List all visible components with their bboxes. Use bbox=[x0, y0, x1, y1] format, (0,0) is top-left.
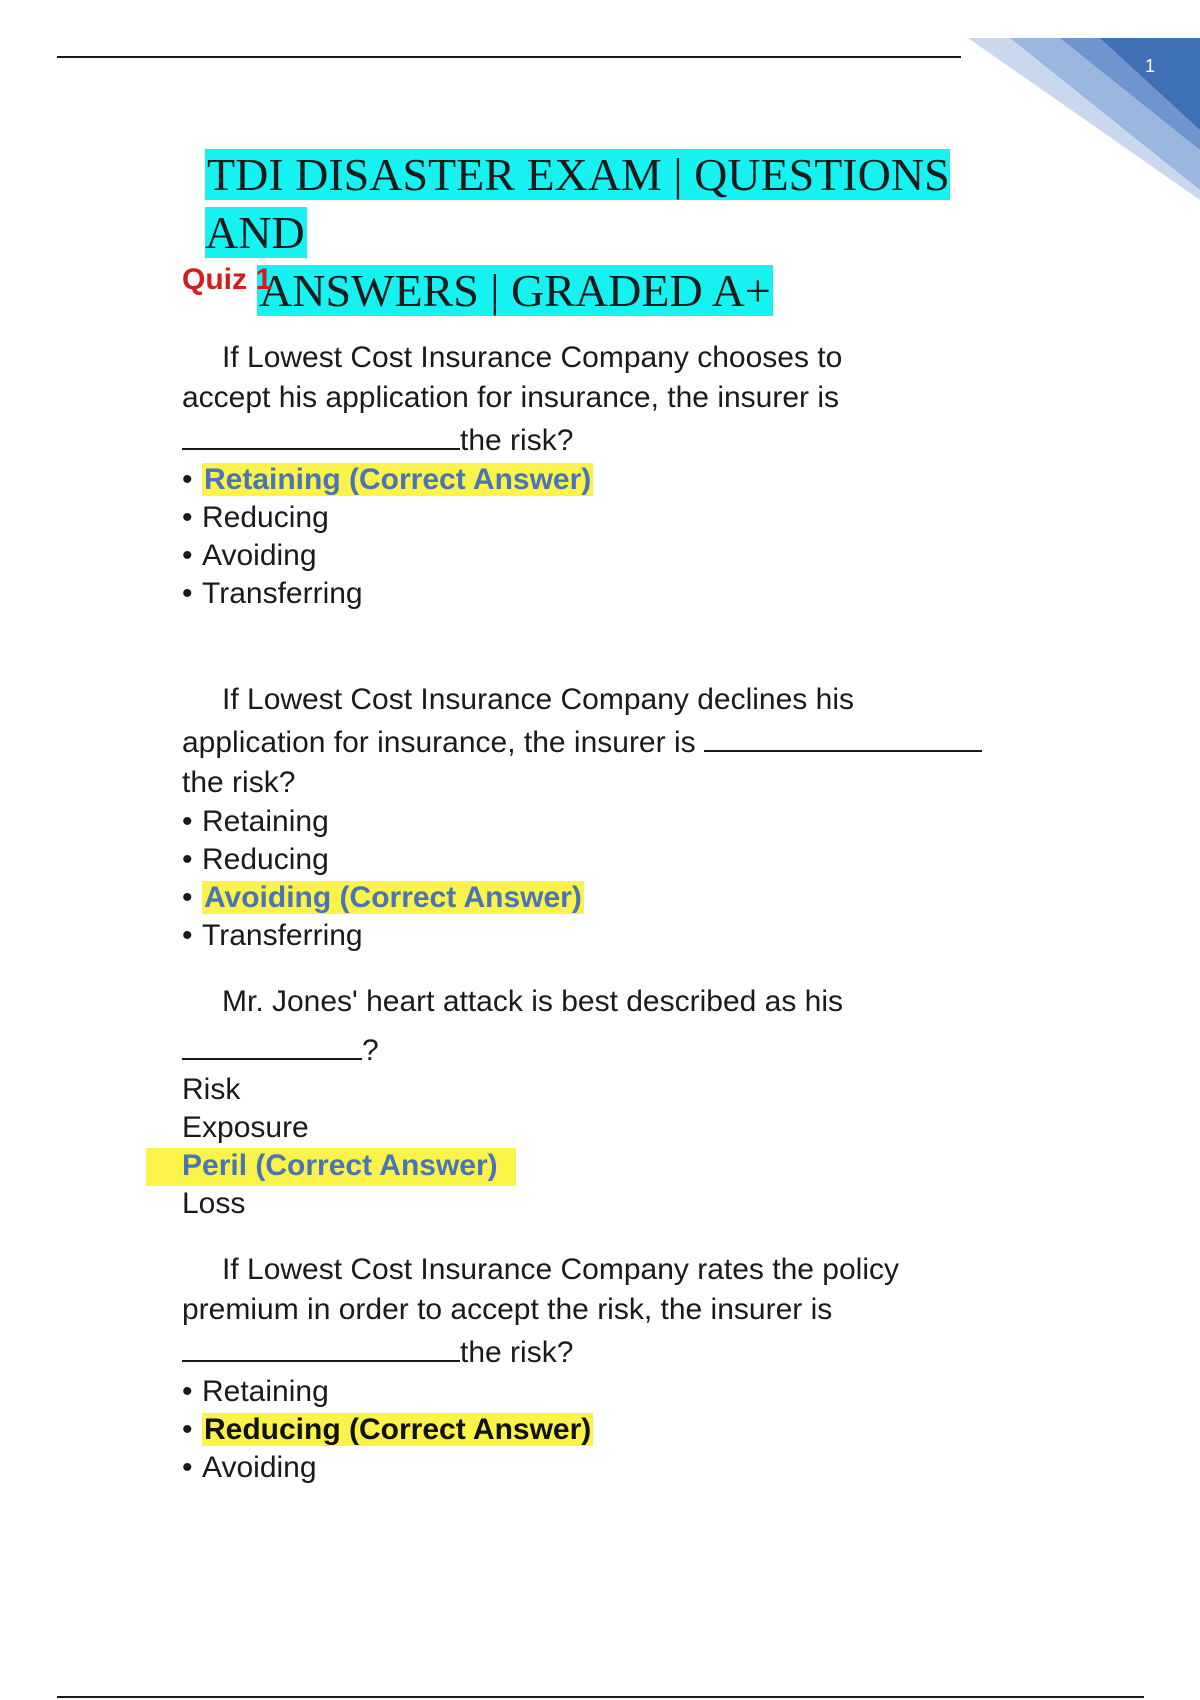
title-line-2: ANSWERS | GRADED A+ bbox=[259, 265, 771, 316]
question-3 bbox=[182, 982, 1012, 1223]
option-avoiding: • Avoiding (Correct Answer) bbox=[182, 881, 582, 914]
question-4 bbox=[182, 1250, 1012, 1487]
option-loss: Loss bbox=[182, 1187, 246, 1220]
option-retaining: • Retaining bbox=[182, 805, 329, 838]
option-retaining: • Retaining (Correct Answer) bbox=[182, 463, 592, 496]
option-exposure: Exposure bbox=[182, 1111, 309, 1144]
answer-blank bbox=[182, 1028, 362, 1060]
option-risk: Risk bbox=[182, 1073, 241, 1106]
title-line-1: TDI DISASTER EXAM | QUESTIONS AND bbox=[205, 149, 950, 258]
option-transferring: • Transferring bbox=[182, 577, 363, 610]
question-4-stem: If Lowest Cost Insurance Company rates the policy premium in order to accept the risk, the insurer is the risk? bbox=[182, 1253, 899, 1369]
option-avoiding: • Avoiding bbox=[182, 1451, 317, 1484]
option-transferring: • Transferring bbox=[182, 919, 363, 952]
option-avoiding: • Avoiding bbox=[182, 539, 317, 572]
question-2-stem: If Lowest Cost Insurance Company declines his application for insurance, the insurer is the risk? bbox=[182, 680, 1012, 803]
quiz-heading: Quiz 1 bbox=[182, 263, 273, 296]
option-reducing: • Reducing bbox=[182, 843, 329, 876]
answer-blank bbox=[182, 1330, 460, 1362]
answer-blank bbox=[182, 418, 460, 450]
question-2 bbox=[182, 680, 1012, 955]
option-reducing: • Reducing (Correct Answer) bbox=[182, 1413, 592, 1446]
page-number: 1 bbox=[1144, 56, 1155, 76]
question-1-stem: If Lowest Cost Insurance Company chooses to accept his application for insurance, the insurer is the risk? bbox=[182, 341, 843, 457]
option-peril: Peril (Correct Answer) bbox=[182, 1147, 1012, 1185]
header-rule bbox=[57, 56, 961, 58]
option-reducing: • Reducing bbox=[182, 501, 329, 534]
footer-rule bbox=[57, 1696, 1144, 1698]
document-title bbox=[205, 146, 1025, 320]
option-retaining: • Retaining bbox=[182, 1375, 329, 1408]
answer-blank bbox=[704, 720, 982, 752]
question-3-stem: Mr. Jones' heart attack is best described as his ? bbox=[182, 982, 1012, 1071]
question-1 bbox=[182, 338, 1012, 613]
